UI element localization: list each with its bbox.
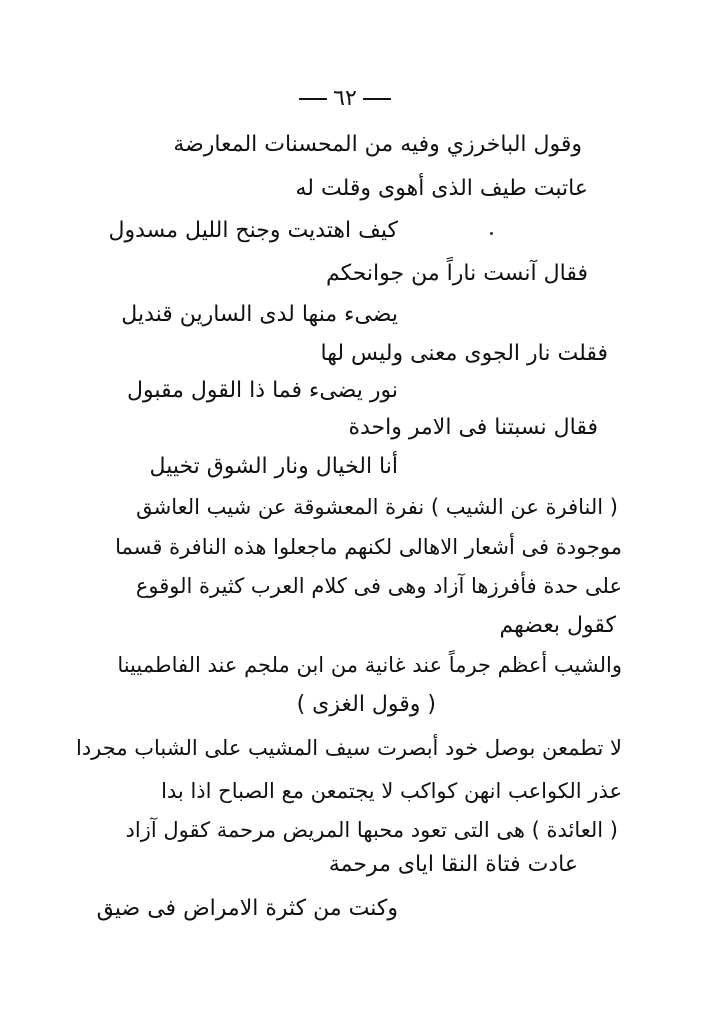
verse-2-first-hemistich: فقال آنست ناراً من جوانحكم: [325, 261, 588, 286]
verse-4-first-hemistich: فقال نسبتنا فى الامر واحدة: [348, 415, 598, 440]
verse-4-second-hemistich: أنا الخيال ونار الشوق تخييل: [149, 454, 398, 479]
verse-ghazzi-2: عذر الكواعب انهن كواكب لا يجتمعن مع الصباح اذا بدا: [161, 779, 622, 803]
verse-aida-first-hemistich: عادت فتاة النقا اياى مرحمة: [328, 852, 578, 877]
verse-3-first-hemistich: فقلت نار الجوى معنى وليس لها: [320, 341, 608, 366]
verse-shayb: والشيب أعظم جرماً عند غانية من ابن ملجم عند الفاطميينا: [117, 653, 622, 677]
paper-speck: [490, 232, 493, 235]
verse-3-second-hemistich: نور يضىء فما ذا القول مقبول: [126, 378, 398, 403]
verse-ghazzi-1: لا تطمعن بوصل خود أبصرت سيف المشيب على الشباب مجردا: [75, 736, 622, 760]
header-dash-right: [363, 98, 391, 100]
text-line-nafira-3: على حدة فأفرزها آزاد وهى فى كلام العرب كثيرة الوقوع: [135, 574, 622, 598]
text-line-nafira-2: موجودة فى أشعار الاهالى لكنهم ماجعلوا هذه النافرة قسما: [115, 535, 622, 559]
text-line-intro: وقول الباخرزي وفيه من المحسنات المعارضة: [173, 132, 582, 157]
verse-2-second-hemistich: يضىء منها لدى السارين قنديل: [121, 302, 398, 327]
verse-1-second-hemistich: كيف اهتديت وجنح الليل مسدول: [108, 218, 398, 243]
text-line-aida-heading: ( العائدة ) هى التى تعود محبها المريض مرحمة كقول آزاد: [125, 818, 618, 842]
text-line-nafira-4: كقول بعضهم: [499, 613, 616, 638]
page-number: ٦٢: [333, 86, 357, 111]
page-header: [290, 84, 400, 114]
text-line-nafira-heading: ( النافرة عن الشيب ) نفرة المعشوقة عن شيب العاشق: [136, 495, 618, 519]
header-dash-left: [299, 98, 327, 100]
verse-aida-second-hemistich: وكنت من كثرة الامراض فى ضيق: [96, 896, 398, 921]
text-line-ghazzi: ( وقول الغزى ): [296, 692, 436, 717]
verse-1-first-hemistich: عاتبت طيف الذى أهوى وقلت له: [295, 176, 588, 201]
